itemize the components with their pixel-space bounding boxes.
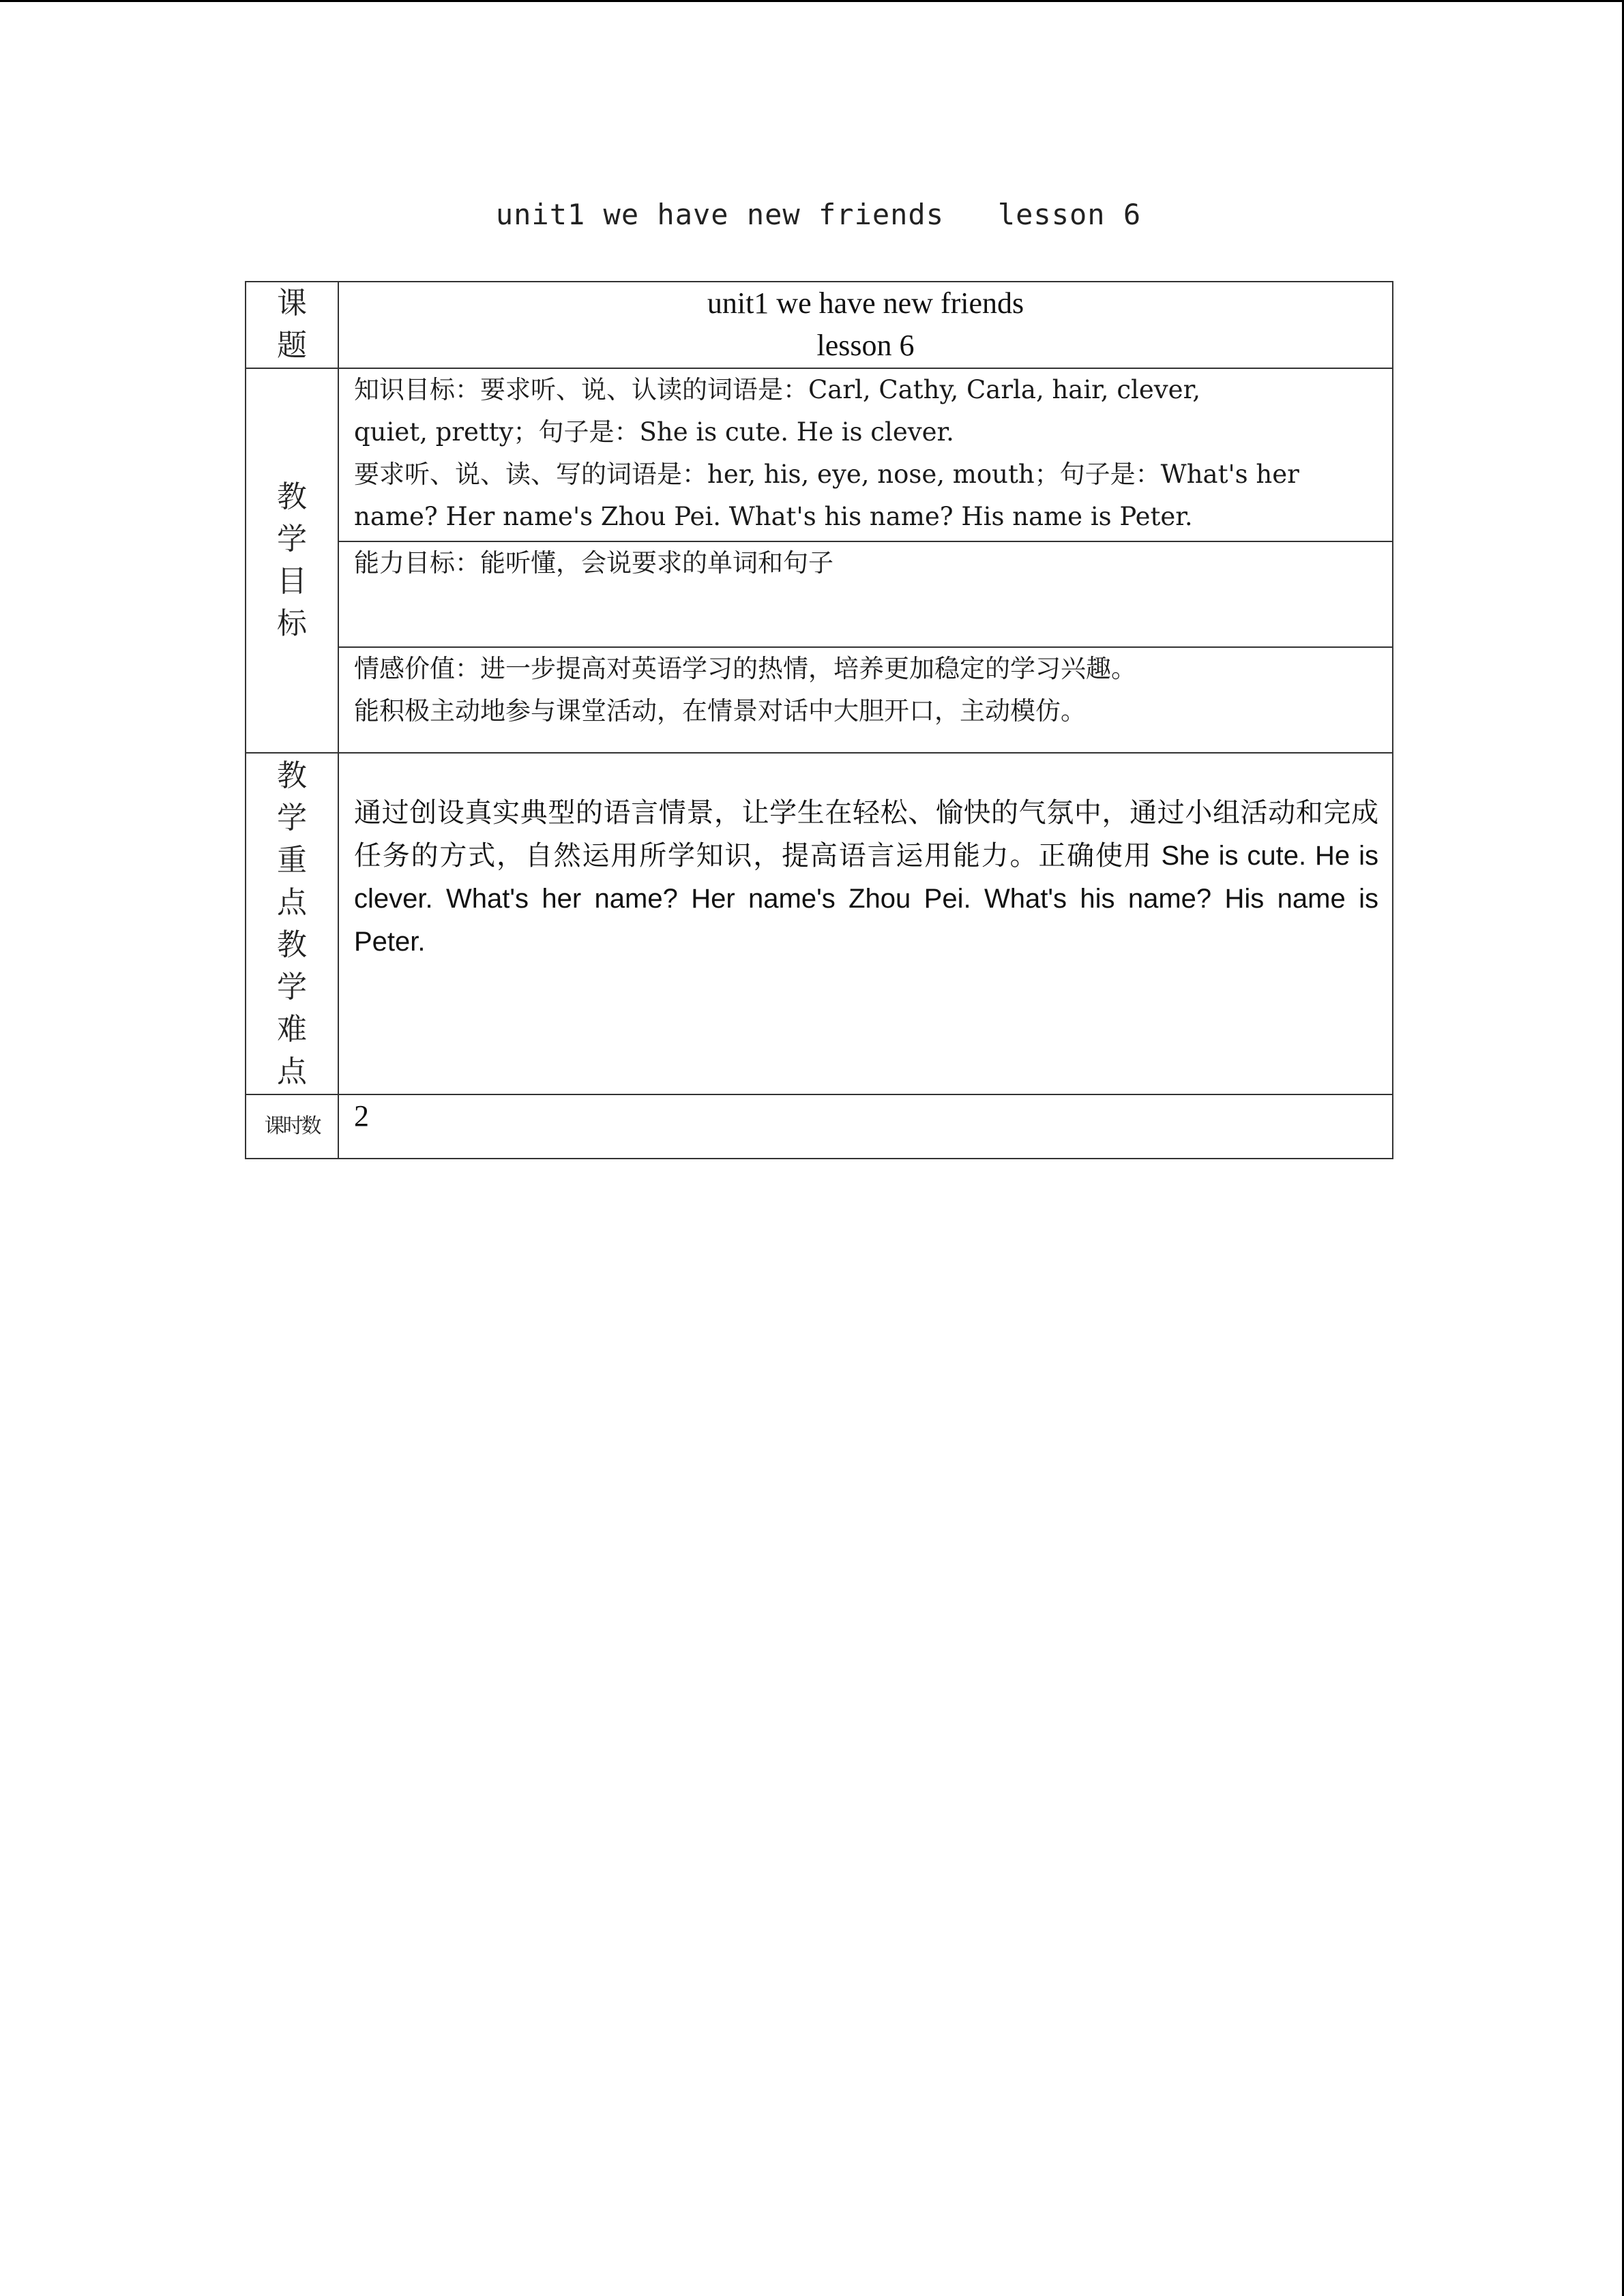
topic-label-char: 课 bbox=[277, 286, 307, 320]
objectives-label-char: 学 bbox=[277, 522, 307, 556]
document-title: unit1 we have new friends lesson 6 bbox=[495, 198, 1142, 231]
focus-label-char: 教 bbox=[277, 927, 307, 962]
objectives-label-char: 目 bbox=[277, 564, 307, 599]
ability-line: 能力目标：能听懂，会说要求的单词和句子 bbox=[354, 548, 833, 578]
focus-label bbox=[246, 753, 338, 1094]
objectives-label bbox=[246, 368, 338, 753]
ability-objective bbox=[338, 541, 1393, 647]
focus-label-char: 点 bbox=[277, 884, 307, 920]
focus-label-char: 重 bbox=[277, 842, 307, 878]
emotion-line-1: 情感价值：进一步提高对英语学习的热情，培养更加稳定的学习兴趣。 bbox=[354, 654, 1136, 683]
focus-text: 通过创设真实典型的语言情景，让学生在轻松、愉快的气氛中，通过小组活动和完成任务的方式，自然运用所学知识，提高语言运用能力。正确使用 She is cute. He is clever. What's her name? Her name's Zhou Pei. What's his name? His name is Peter. bbox=[338, 753, 1393, 1094]
emotion-objective bbox=[338, 647, 1393, 753]
knowledge-line-1: 知识目标：要求听、说、认读的词语是：Carl, Cathy, Carla, hair, clever, bbox=[354, 375, 1200, 404]
topic-row bbox=[246, 282, 1393, 368]
knowledge-objective bbox=[338, 368, 1393, 541]
hours-value: 2 bbox=[338, 1094, 1393, 1159]
hours-label: 课时数 bbox=[246, 1094, 338, 1159]
topic-line-1: unit1 we have new friends bbox=[707, 286, 1024, 320]
focus-label-char: 点 bbox=[277, 1054, 307, 1089]
emotion-line-2: 能积极主动地参与课堂活动，在情景对话中大胆开口，主动模仿。 bbox=[354, 696, 1086, 726]
topic-label bbox=[246, 282, 338, 368]
knowledge-objective-row bbox=[246, 368, 1393, 541]
objectives-label-char: 教 bbox=[277, 479, 307, 514]
page-top-border bbox=[0, 0, 1624, 2]
emotion-objective-row bbox=[246, 647, 1393, 753]
hours-row bbox=[246, 1094, 1393, 1159]
focus-row bbox=[246, 753, 1393, 1094]
focus-label-char: 教 bbox=[277, 758, 307, 793]
topic-label-char: 题 bbox=[277, 328, 307, 363]
knowledge-line-3: 要求听、说、读、写的词语是：her, his, eye, nose, mouth；句子是：What's her bbox=[354, 460, 1299, 489]
topic-line-2: lesson 6 bbox=[816, 329, 915, 362]
focus-label-char: 学 bbox=[277, 800, 307, 835]
focus-label-char: 学 bbox=[277, 969, 307, 1004]
topic-value bbox=[338, 282, 1393, 368]
knowledge-line-4: name? Her name's Zhou Pei. What's his name? His name is Peter. bbox=[354, 502, 1193, 531]
knowledge-line-2: quiet, pretty；句子是：She is cute. He is clever. bbox=[354, 417, 954, 447]
focus-label-char: 难 bbox=[277, 1011, 307, 1047]
objectives-label-char: 标 bbox=[277, 606, 307, 641]
ability-objective-row bbox=[246, 541, 1393, 647]
lesson-plan-table bbox=[245, 281, 1393, 1159]
